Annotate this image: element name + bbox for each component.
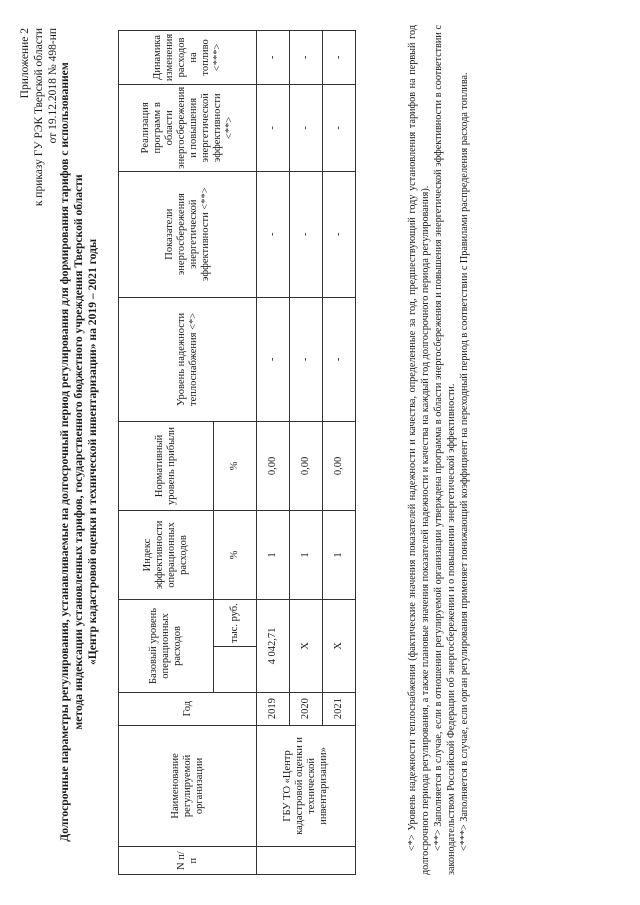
row-base: 4 042,71 bbox=[257, 600, 290, 692]
row-num bbox=[257, 847, 356, 875]
row-profit: 0,00 bbox=[323, 422, 356, 511]
header-base-level: Базовый уровень операционных расходов bbox=[119, 600, 214, 692]
organization-name: ГБУ ТО «Центр кадастровой оценки и технической инвентаризации» bbox=[257, 725, 356, 847]
footnote-energy-program: <**> Заполняется в случае, если в отношении регулируемой организации утверждена программа в области энергосбережения и повышения энергетической эффективности в соответствии с законодательством Российской Федерации об энергосбережении и о повышении энергетической эффективности. bbox=[433, 25, 457, 875]
row-profit: 0,00 bbox=[290, 422, 323, 511]
title-line-1: Долгосрочные параметры регулирования, устанавливаемые на долгосрочный период регулирования для формирования тарифов с использованием bbox=[58, 62, 71, 842]
row-program: - bbox=[323, 84, 356, 171]
annex-order-date: от 19.12.2018 № 498-нп bbox=[47, 28, 59, 144]
row-index: 1 bbox=[323, 510, 356, 599]
header-organization: Наименование регулируемой организации bbox=[119, 725, 257, 847]
header-profit-level: Нормативный уровень прибыли bbox=[119, 422, 214, 511]
row-year: 2019 bbox=[257, 692, 290, 725]
row-program: - bbox=[290, 84, 323, 171]
parameters-table bbox=[118, 30, 356, 875]
table-header-row bbox=[119, 31, 214, 875]
annex-header bbox=[18, 28, 60, 206]
row-energy: - bbox=[290, 171, 323, 297]
header-efficiency-index: Индекс эффективности операционных расходов bbox=[119, 510, 214, 599]
row-index: 1 bbox=[257, 510, 290, 599]
header-energy-indicators: Показатели энергосбережения энергетической эффективности <**> bbox=[119, 171, 257, 297]
units-base: тыс. руб. bbox=[214, 600, 257, 647]
row-reliability: - bbox=[323, 297, 356, 422]
footnote-reliability: <*> Уровень надежности теплоснабжения (фактические значения показателей надежности и качества, определенные за год, предшествующий году установления тарифов на первый год долгосрочного периода регулирования, а также плановые значения показателей надежности и качества на каждый год долгосрочного периода регулирования). bbox=[407, 25, 431, 875]
header-reliability: Уровень надежности теплоснабжения <*> bbox=[119, 297, 257, 422]
units-profit: % bbox=[214, 422, 257, 511]
row-fuel: - bbox=[290, 31, 323, 85]
row-base: X bbox=[323, 600, 356, 692]
row-profit: 0,00 bbox=[257, 422, 290, 511]
units-index: % bbox=[214, 510, 257, 599]
row-year: 2020 bbox=[290, 692, 323, 725]
annex-order-ref: к приказу ГУ РЭК Тверской области bbox=[33, 28, 45, 207]
row-energy: - bbox=[257, 171, 290, 297]
row-year: 2021 bbox=[323, 692, 356, 725]
footnotes bbox=[406, 25, 471, 875]
header-num: N п/п bbox=[119, 847, 257, 875]
row-reliability: - bbox=[257, 297, 290, 422]
title-line-2: метода индексации установленных тарифов, государственного бюджетного учреждения Тверской области bbox=[72, 174, 85, 730]
title-line-3: «Центр кадастровой оценки и технической инвентаризации» на 2019 – 2021 годы bbox=[86, 238, 99, 666]
header-fuel: Динамика изменения расходов на топливо <***> bbox=[119, 31, 257, 85]
units-empty bbox=[214, 646, 257, 692]
annex-number: Приложение 2 bbox=[19, 28, 31, 99]
row-reliability: - bbox=[290, 297, 323, 422]
row-fuel: - bbox=[257, 31, 290, 85]
row-energy: - bbox=[323, 171, 356, 297]
document-title bbox=[58, 57, 100, 847]
row-base: X bbox=[290, 600, 323, 692]
row-index: 1 bbox=[290, 510, 323, 599]
row-fuel: - bbox=[323, 31, 356, 85]
header-program: Реализация программ в области энергосбережения и повышения энергетической эффективности <**> bbox=[119, 84, 257, 171]
header-year: Год bbox=[119, 692, 257, 725]
footnote-fuel: <***> Заполняется в случае, если орган регулирования применяет понижающий коэффициент на переходный период в соответствии с Правилами распределения расхода топлива. bbox=[459, 72, 470, 851]
row-program: - bbox=[257, 84, 290, 171]
table-row bbox=[257, 31, 290, 875]
